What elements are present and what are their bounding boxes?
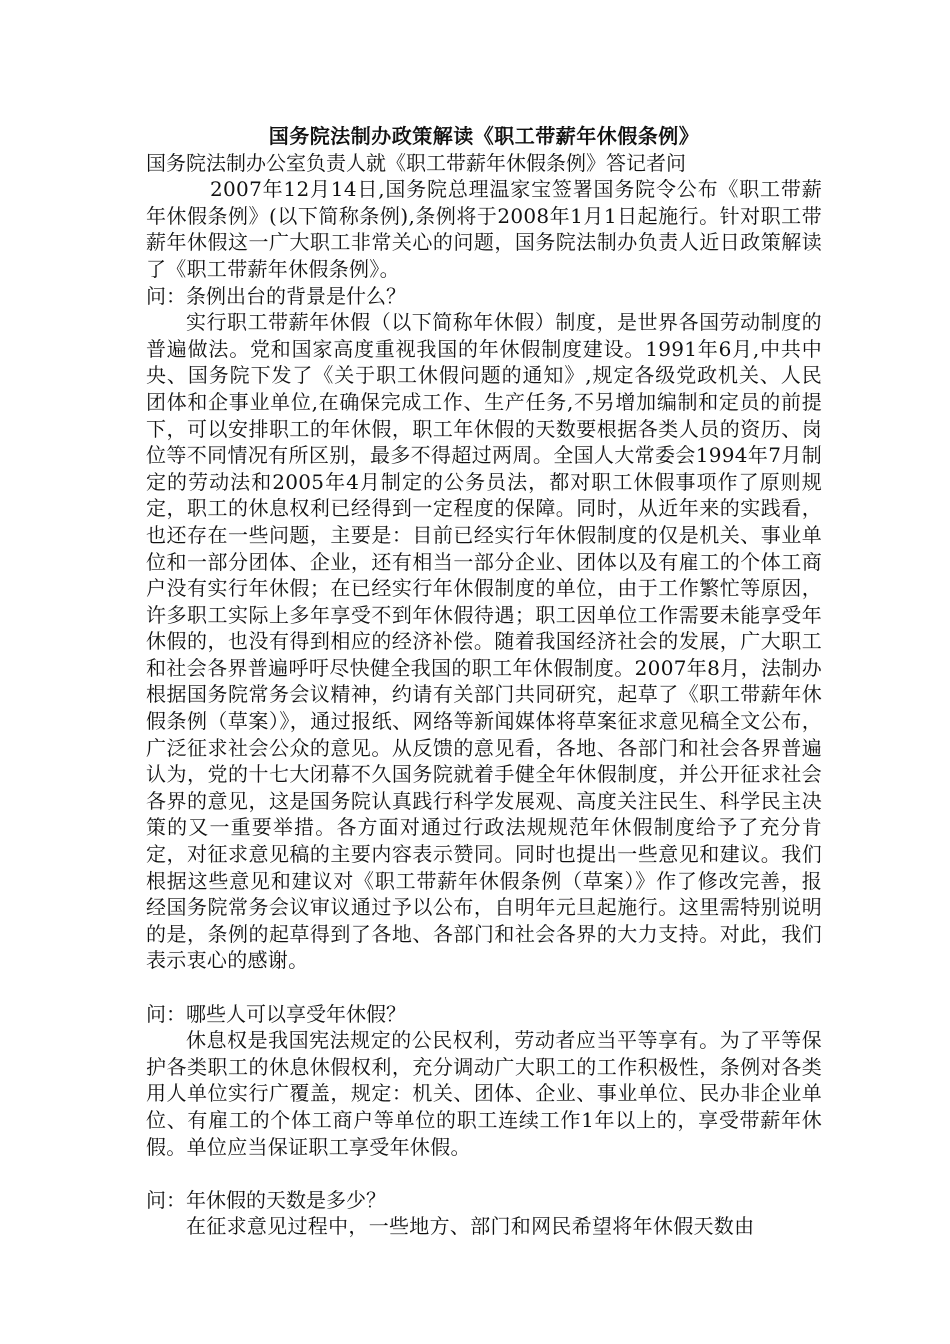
answer-background: 实行职工带薪年休假（以下简称年休假）制度，是世界各国劳动制度的普遍做法。党和国家高度重视我国的年休假制度建设。1991年6月,中共中央、国务院下发了《关于职工休假问题的通知》,规定各级党政机关、人民团体和企事业单位,在确保完成工作、生产任务,不另增加编制和定员的前提下，可以安排职工的年休假，职工年休假的天数要根据各类人员的资历、岗位等不同情况有所区别，最多不得超过两周。全国人大常委会1994年7月制定的劳动法和2005年4月制定的公务员法，都对职工休假事项作了原则规定，职工的休息权利已经得到一定程度的保障。同时，从近年来的实践看，也还存在一些问题，主要是：目前已经实行年休假制度的仅是机关、事业单位和一部分团体、企业，还有相当一部分企业、团体以及有雇工的个体工商户没有实行年休假；在已经实行年休假制度的单位，由于工作繁忙等原因，许多职工实际上多年享受不到年休假待遇；职工因单位工作需要未能享受年休假的，也没有得到相应的经济补偿。随着我国经济社会的发展，广大职工和社会各界普遍呼吁尽快健全我国的职工年休假制度。2007年8月，法制办根据国务院常务会议精神，约请有关部门共同研究，起草了《职工带薪年休假条例（草案）》，通过报纸、网络等新闻媒体将草案征求意见稿全文公布，广泛征求社会公众的意见。从反馈的意见看，各地、各部门和社会各界普遍认为，党的十七大闭幕不久国务院就着手健全年休假制度，并公开征求社会各界的意见，这是国务院认真践行科学发展观、高度关注民生、科学民主决策的又一重要举措。各方面对通过行政法规规范年休假制度给予了充分肯定，对征求意见稿的主要内容表示赞同。同时也提出一些意见和建议。我们根据这些意见和建议对《职工带薪年休假条例（草案）》作了修改完善，报经国务院常务会议审议通过予以公布，自明年元旦起施行。这里需特别说明的是，条例的起草得到了各地、各部门和社会各界的大力支持。对此，我们表示衷心的感谢。 (146, 310, 822, 973)
document-body (146, 123, 822, 1240)
answer-days: 在征求意见过程中，一些地方、部门和网民希望将年休假天数由 (186, 1214, 755, 1239)
answer-eligibility: 休息权是我国宪法规定的公民权利，劳动者应当平等享有。为了平等保护各类职工的休息休假权利，充分调动广大职工的工作积极性，条例对各类用人单位实行广覆盖，规定：机关、团体、企业、事业单位、民办非企业单位、有雇工的个体工商户等单位的职工连续工作1年以上的，享受带薪年休假。单位应当保证职工享受年休假。 (146, 1028, 822, 1159)
question-days: 问：年休假的天数是多少？ (146, 1187, 386, 1212)
question-background: 问：条例出台的背景是什么？ (146, 283, 406, 308)
question-eligibility: 问：哪些人可以享受年休假？ (146, 1001, 406, 1026)
document-title: 国务院法制办政策解读《职工带薪年休假条例》 (268, 124, 700, 148)
paragraph-spacer (146, 1160, 822, 1187)
intro-paragraph: 2007年12月14日,国务院总理温家宝签署国务院令公布《职工带薪年休假条例》(以下简称条例),条例将于2008年1月1日起施行。针对职工带薪年休假这一广大职工非常关心的问题，国务院法制办负责人近日政策解读了《职工带薪年休假条例》。 (146, 177, 822, 281)
document-subtitle: 国务院法制办公室负责人就《职工带薪年休假条例》答记者问 (146, 150, 686, 175)
paragraph-spacer (146, 974, 822, 1001)
